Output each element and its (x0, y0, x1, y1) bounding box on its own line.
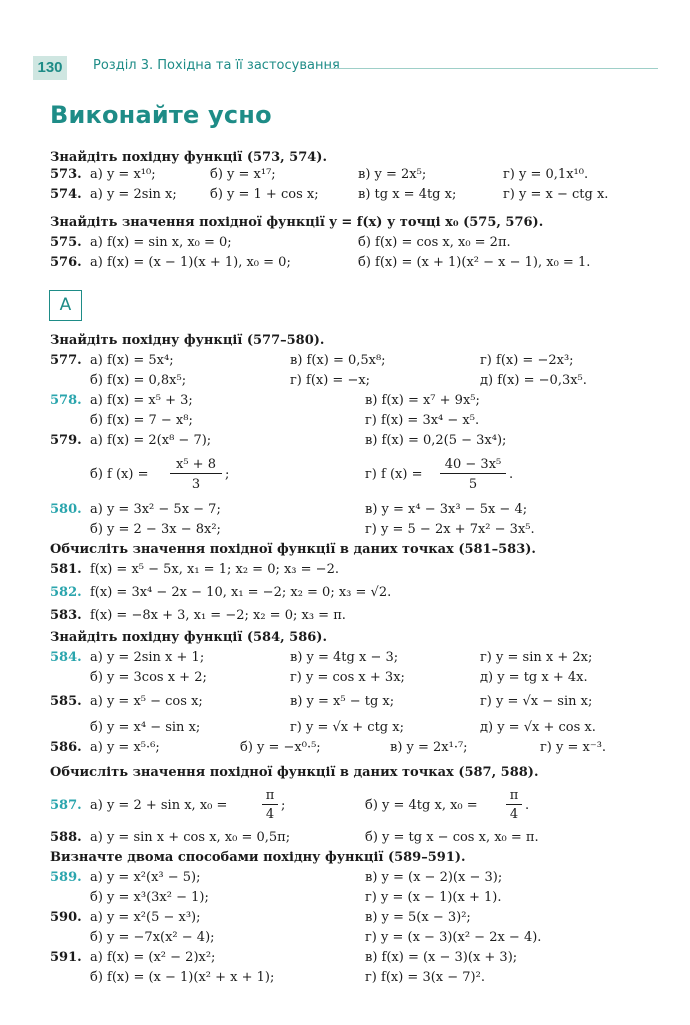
exercise-item: а) y = x²(5 − x³); (90, 910, 201, 925)
exercise-item: в) y = x⁴ − 3x³ − 5x − 4; (365, 502, 528, 517)
exercise-item: б) f(x) = (x + 1)(x² − x − 1), x₀ = 1. (358, 255, 591, 270)
frac-prefix: б) y = 4tg x, x₀ = (365, 798, 478, 813)
exercise-item: f(x) = −8x + 3, x₁ = −2; x₂ = 0; x₃ = π. (90, 608, 346, 623)
exercise-line (0, 562, 690, 578)
exercise-number: 583. (50, 608, 82, 623)
exercise-item: в) y = 2x¹·⁷; (390, 740, 468, 755)
exercise-item: г) y = 5 − 2x + 7x² − 3x⁵. (365, 522, 535, 537)
frac-prefix: б) f (x) = (90, 467, 149, 482)
text-line (0, 970, 690, 986)
frac-suffix: ; (225, 467, 230, 482)
text-line (0, 542, 690, 558)
frac-suffix: ; (281, 798, 286, 813)
instruction-text: Визначте двома способами похідну функції (589–591). (50, 850, 466, 865)
exercise-item: а) y = x⁵·⁶; (90, 740, 160, 755)
frac-numerator: x⁵ + 8 (170, 457, 222, 474)
instruction-text: Обчисліть значення похідної функції в даних точках (581–583). (50, 542, 536, 557)
exercise-item: а) y = x¹⁰; (90, 167, 156, 182)
exercise-number: 578. (50, 393, 82, 408)
exercise-number: 585. (50, 694, 82, 709)
exercise-item: г) y = √x + ctg x; (290, 720, 404, 735)
exercise-item: в) y = 4tg x − 3; (290, 650, 399, 665)
instruction-text: Знайдіть похідну функції (584, 586). (50, 630, 327, 645)
exercise-item: а) y = 2sin x; (90, 187, 177, 202)
exercise-line (0, 830, 690, 846)
exercise-item: г) y = 0,1x¹⁰. (503, 167, 589, 182)
frac-suffix: . (525, 798, 530, 813)
exercise-item: г) y = sin x + 2x; (480, 650, 593, 665)
exercise-item: д) y = √x + cos x. (480, 720, 596, 735)
exercise-number: 588. (50, 830, 82, 845)
exercise-item: г) f(x) = −2x³; (480, 353, 574, 368)
exercise-number: 587. (50, 798, 82, 813)
exercise-line (0, 187, 690, 203)
exercise-line (0, 353, 690, 369)
exercise-item: б) y = tg x − cos x, x₀ = π. (365, 830, 539, 845)
exercise-item: а) f(x) = 5x⁴; (90, 353, 174, 368)
exercise-item: б) y = 1 + cos x; (210, 187, 319, 202)
exercise-line (0, 393, 690, 409)
exercise-number: 575. (50, 235, 82, 250)
exercise-line (0, 740, 690, 756)
exercise-item: б) y = 3cos x + 2; (90, 670, 207, 685)
exercise-line (0, 167, 690, 183)
exercise-line (0, 255, 690, 271)
frac-numerator: π (506, 788, 522, 805)
exercise-line (0, 910, 690, 926)
header-rule (326, 68, 658, 69)
exercise-item: в) f(x) = (x − 3)(x + 3); (365, 950, 518, 965)
exercise-number: 574. (50, 187, 82, 202)
exercise-number: 586. (50, 740, 82, 755)
exercise-line (0, 694, 690, 710)
level-a-label: А (49, 290, 82, 321)
exercise-item: б) f(x) = 0,8x⁵; (90, 373, 187, 388)
exercise-item: г) y = √x − sin x; (480, 694, 593, 709)
exercise-item: в) y = (x − 2)(x − 3); (365, 870, 503, 885)
exercise-line (0, 950, 690, 966)
exercise-item: в) tg x = 4tg x; (358, 187, 457, 202)
exercise-item: г) f(x) = −x; (290, 373, 371, 388)
exercise-item: д) y = tg x + 4x. (480, 670, 588, 685)
exercise-item: б) y = −x⁰·⁵; (240, 740, 321, 755)
text-line (0, 765, 690, 781)
exercise-line (0, 433, 690, 449)
text-line (0, 850, 690, 866)
text-line (0, 150, 690, 166)
text-line (0, 333, 690, 349)
exercise-item: г) y = x⁻³. (540, 740, 607, 755)
exercise-item: а) f(x) = (x − 1)(x + 1), x₀ = 0; (90, 255, 291, 270)
exercise-item: а) f(x) = 2(x⁸ − 7); (90, 433, 212, 448)
exercise-line (0, 650, 690, 666)
frac-denominator: 3 (191, 477, 201, 492)
exercise-item: а) f(x) = (x² − 2)x²; (90, 950, 216, 965)
text-line (0, 670, 690, 686)
exercise-item: в) f(x) = x⁷ + 9x⁵; (365, 393, 480, 408)
exercise-item: б) y = 2 − 3x − 8x²; (90, 522, 221, 537)
exercise-item: б) f(x) = 7 − x⁸; (90, 413, 193, 428)
exercise-number: 582. (50, 585, 82, 600)
instruction-text: Знайдіть значення похідної функції y = f(x) у точці x₀ (575, 576). (50, 215, 544, 230)
text-line (0, 630, 690, 646)
frac-prefix: г) f (x) = (365, 467, 423, 482)
text-line (0, 930, 690, 946)
exercise-item: в) y = 5(x − 3)²; (365, 910, 471, 925)
exercise-line (0, 502, 690, 518)
exercise-number: 577. (50, 353, 82, 368)
exercise-number: 590. (50, 910, 82, 925)
frac-denominator: 4 (265, 807, 275, 822)
exercise-item: в) f(x) = 0,5x⁸; (290, 353, 386, 368)
exercise-item: г) y = (x − 3)(x² − 2x − 4). (365, 930, 542, 945)
exercise-line (0, 235, 690, 251)
exercise-item: б) f(x) = cos x, x₀ = 2π. (358, 235, 511, 250)
exercise-item: б) y = x⁴ − sin x; (90, 720, 201, 735)
exercise-item: г) y = x − ctg x. (503, 187, 609, 202)
text-line (0, 373, 690, 389)
exercise-item: в) f(x) = 0,2(5 − 3x⁴); (365, 433, 507, 448)
exercise-item: а) f(x) = x⁵ + 3; (90, 393, 193, 408)
exercise-item: а) f(x) = sin x, x₀ = 0; (90, 235, 232, 250)
exercise-item: а) y = sin x + cos x, x₀ = 0,5π; (90, 830, 291, 845)
exercise-number: 579. (50, 433, 82, 448)
frac-numerator: π (262, 788, 278, 805)
text-line (0, 413, 690, 429)
page-number: 130 (33, 56, 67, 80)
exercise-number: 589. (50, 870, 82, 885)
exercise-item: д) f(x) = −0,3x⁵. (480, 373, 587, 388)
exercise-number: 580. (50, 502, 82, 517)
frac-denominator: 5 (468, 477, 478, 492)
exercise-item: г) y = (x − 1)(x + 1). (365, 890, 502, 905)
exercise-number: 584. (50, 650, 82, 665)
frac-numerator: 40 − 3x⁵ (440, 457, 506, 474)
frac-suffix: . (509, 467, 514, 482)
exercise-number: 581. (50, 562, 82, 577)
exercise-item: б) y = x¹⁷; (210, 167, 276, 182)
exercise-item: в) y = 2x⁵; (358, 167, 427, 182)
exercise-item: в) y = x⁵ − tg x; (290, 694, 395, 709)
exercise-item: f(x) = 3x⁴ − 2x − 10, x₁ = −2; x₂ = 0; x₃ = √2. (90, 585, 392, 600)
exercise-number: 576. (50, 255, 82, 270)
frac-prefix: а) y = 2 + sin x, x₀ = (90, 798, 228, 813)
exercise-item: а) y = x⁵ − cos x; (90, 694, 203, 709)
exercise-line (0, 608, 690, 624)
frac-denominator: 4 (509, 807, 519, 822)
page-heading: Виконайте усно (50, 101, 272, 129)
text-line (0, 215, 690, 231)
exercise-item: б) y = x³(3x² − 1); (90, 890, 209, 905)
instruction-text: Обчисліть значення похідної функції в даних точках (587, 588). (50, 765, 539, 780)
exercise-item: б) f(x) = (x − 1)(x² + x + 1); (90, 970, 275, 985)
text-line (0, 890, 690, 906)
exercise-item: б) y = −7x(x² − 4); (90, 930, 215, 945)
exercise-line (0, 585, 690, 601)
instruction-text: Знайдіть похідну функції (577–580). (50, 333, 325, 348)
section-title: Розділ 3. Похідна та її застосування (93, 58, 340, 73)
exercise-item: а) y = x²(x³ − 5); (90, 870, 201, 885)
exercise-number: 591. (50, 950, 82, 965)
exercise-item: f(x) = x⁵ − 5x, x₁ = 1; x₂ = 0; x₃ = −2. (90, 562, 339, 577)
exercise-number: 573. (50, 167, 82, 182)
exercise-item: г) f(x) = 3(x − 7)². (365, 970, 485, 985)
instruction-text: Знайдіть похідну функції (573, 574). (50, 150, 327, 165)
exercise-item: г) f(x) = 3x⁴ − x⁵. (365, 413, 480, 428)
exercise-item: а) y = 2sin x + 1; (90, 650, 205, 665)
text-line (0, 522, 690, 538)
text-line (0, 720, 690, 736)
exercise-item: г) y = cos x + 3x; (290, 670, 405, 685)
exercise-line (0, 870, 690, 886)
exercise-item: а) y = 3x² − 5x − 7; (90, 502, 221, 517)
